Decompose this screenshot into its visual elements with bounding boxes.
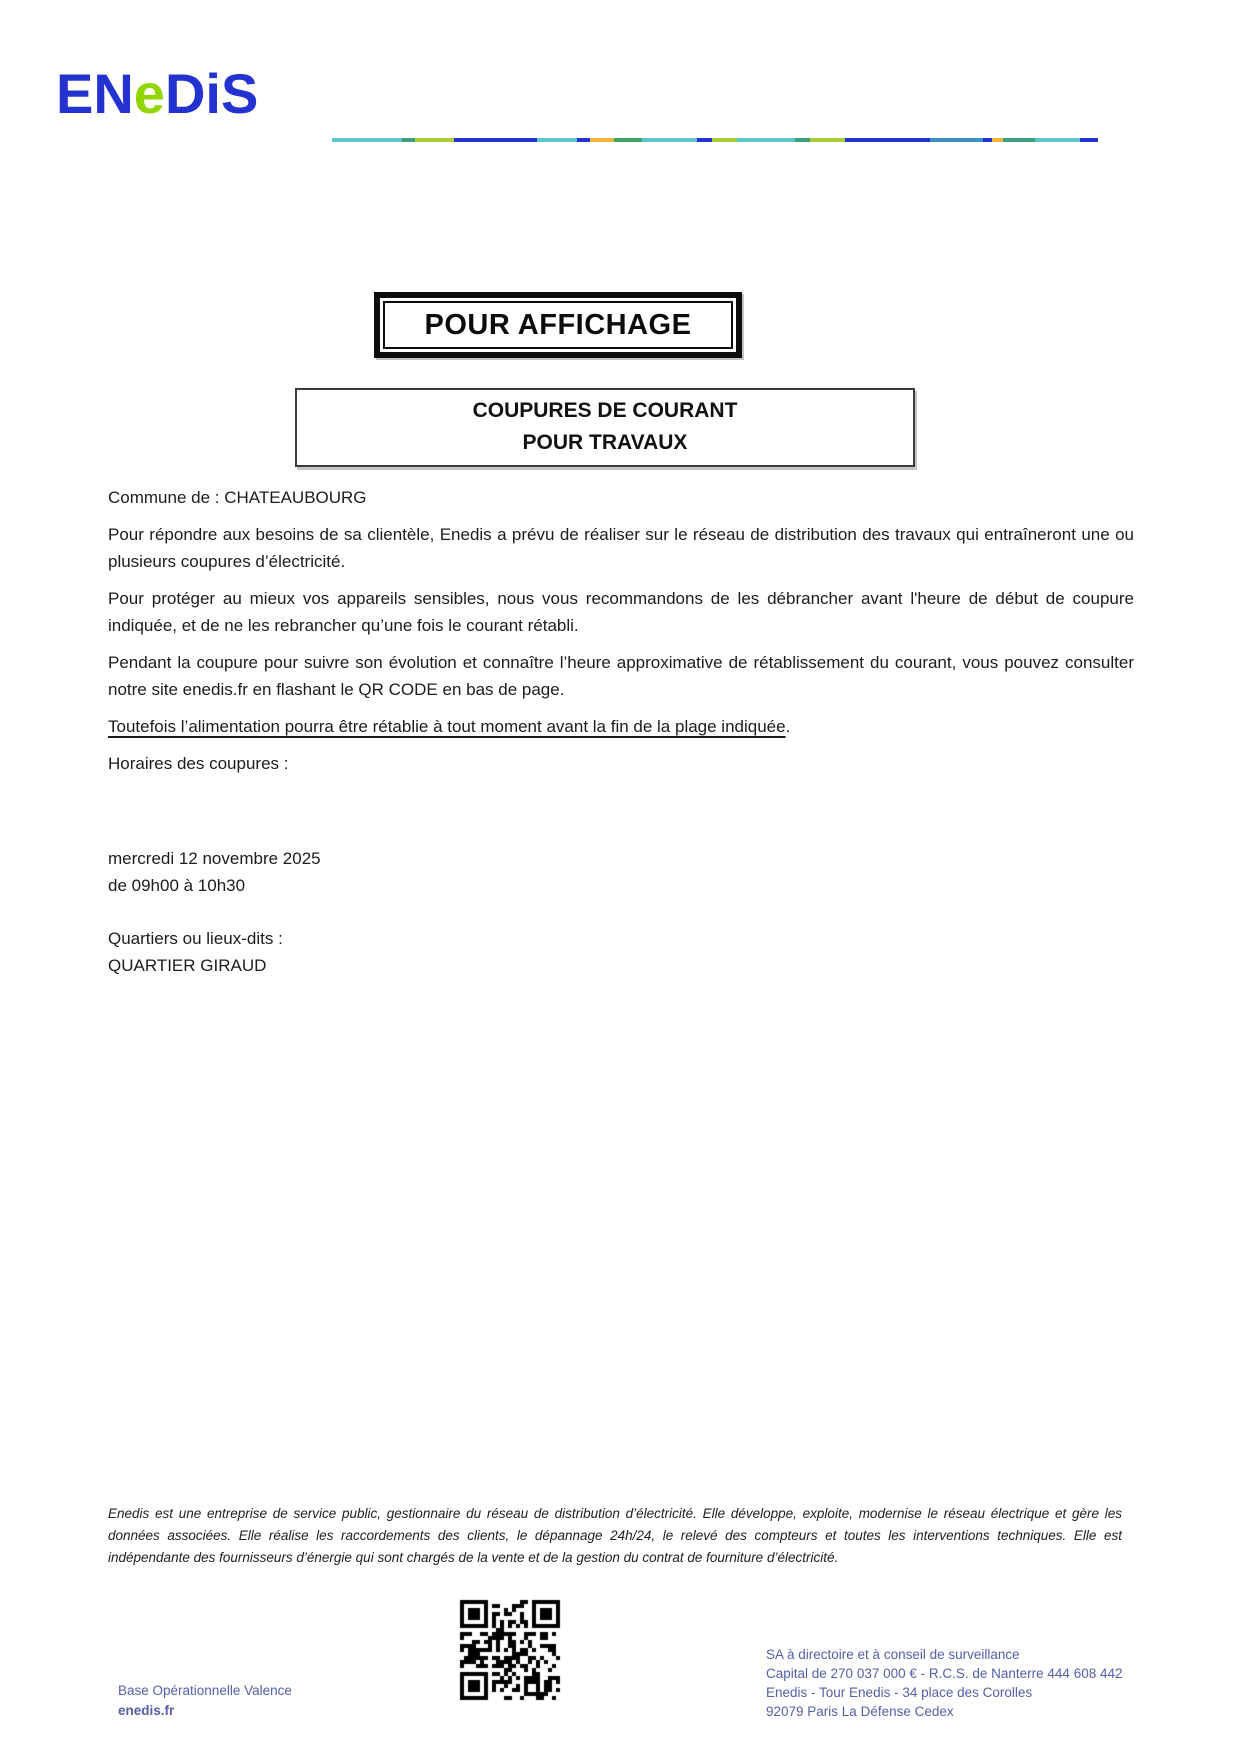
logo-text-e: e bbox=[133, 62, 165, 125]
quartiers-block bbox=[108, 925, 1134, 979]
base-block bbox=[118, 1681, 292, 1721]
banner-title: POUR AFFICHAGE bbox=[383, 301, 733, 349]
legal-block bbox=[766, 1645, 1123, 1721]
brand-color-line bbox=[332, 138, 1098, 142]
commune-line: Commune de : CHATEAUBOURG bbox=[108, 488, 367, 507]
enedis-fr-label: enedis.fr bbox=[118, 1703, 175, 1718]
legal-line: SA à directoire et à conseil de surveillance bbox=[766, 1647, 1020, 1662]
enedis-logo bbox=[56, 62, 259, 125]
legal-line: Enedis - Tour Enedis - 34 place des Corolles bbox=[766, 1685, 1033, 1700]
schedule-time: de 09h00 à 10h30 bbox=[108, 876, 246, 895]
paragraph-intro: Pour répondre aux besoins de sa clientèle, Enedis a prévu de réaliser sur le réseau de distribution des travaux qui entraîneront une ou plusieurs coupures d’électricité. bbox=[108, 525, 1134, 571]
schedule-label: Horaires des coupures : bbox=[108, 754, 289, 773]
base-name: Base Opérationnelle Valence bbox=[118, 1683, 292, 1698]
about-enedis-paragraph: Enedis est une entreprise de service public, gestionnaire du réseau de distribution d’électricité. Elle développe, exploite, modernise le réseau électrique et gère les données associées. Elle réalise les raccordements des clients, le dépannage 24h/24, le relevé des compteurs et toutes les interventions techniques. Elle est indépendante des fournisseurs d’énergie qui sont chargés de la vente et de la gestion du contrat de fourniture d’électricité. bbox=[108, 1506, 1122, 1565]
schedule-block bbox=[108, 845, 1134, 899]
logo-text-dis: DiS bbox=[164, 62, 259, 125]
schedule-date: mercredi 12 novembre 2025 bbox=[108, 849, 321, 868]
subject-line2: POUR TRAVAUX bbox=[522, 431, 688, 454]
legal-line: Capital de 270 037 000 € - R.C.S. de Nanterre 444 608 442 bbox=[766, 1666, 1123, 1681]
warning-underlined-text: Toutefois l’alimentation pourra être rétablie à tout moment avant la fin de la plage indiquée bbox=[108, 717, 786, 736]
quartiers-label: Quartiers ou lieux-dits : bbox=[108, 929, 283, 948]
warning-period: . bbox=[785, 717, 791, 736]
subject-line1: COUPURES DE COURANT bbox=[472, 399, 738, 422]
paragraph-qrcode: Pendant la coupure pour suivre son évolution et connaître l’heure approximative de rétablissement du courant, vous pouvez consulter notre site enedis.fr en flashant le QR CODE en bas de page. bbox=[108, 653, 1134, 699]
paragraph-advice: Pour protéger au mieux vos appareils sensibles, nous vous recommandons de les débrancher avant l'heure de début de coupure indiquée, et de ne les rebrancher qu’une fois le courant rétabli. bbox=[108, 589, 1134, 635]
legal-line: 92079 Paris La Défense Cedex bbox=[766, 1704, 954, 1719]
logo-text-en: EN bbox=[56, 62, 134, 125]
pour-affichage-banner bbox=[374, 292, 742, 358]
subject-box bbox=[295, 388, 915, 467]
qr-code bbox=[458, 1598, 562, 1702]
paragraph-warning bbox=[108, 713, 1134, 740]
body-text bbox=[108, 484, 1134, 979]
quartiers-value: QUARTIER GIRAUD bbox=[108, 956, 267, 975]
